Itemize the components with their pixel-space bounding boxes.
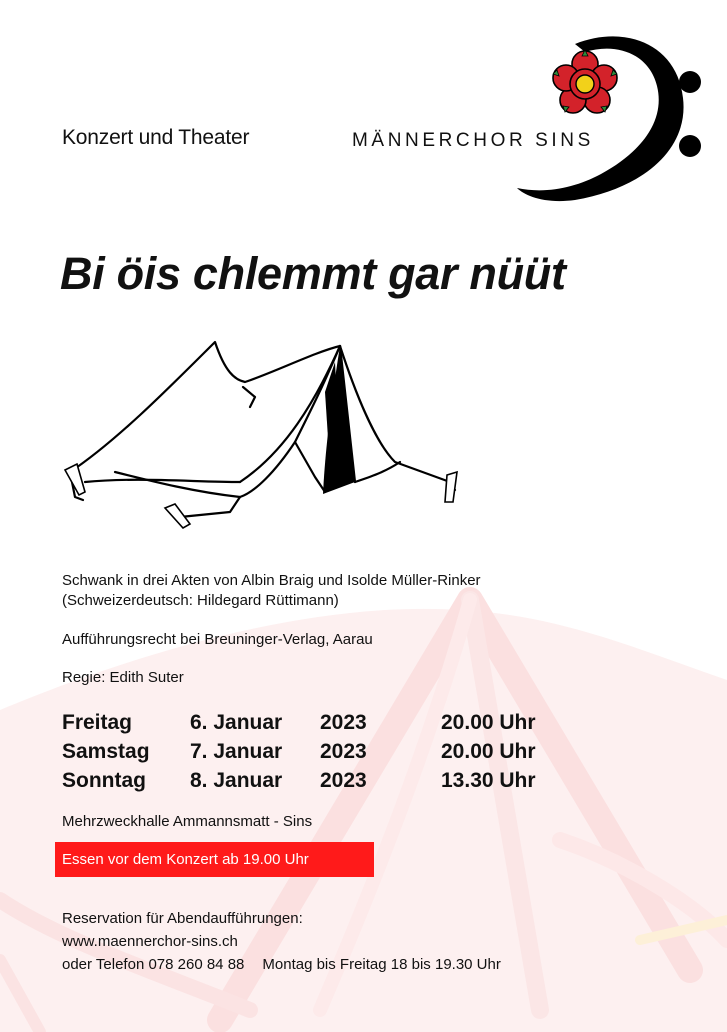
schedule-year: 2023 [320,769,367,792]
schedule-date: 8. Januar [190,769,283,792]
info-rights: Aufführungsrecht bei Breuninger-Verlag, Aarau [62,631,373,648]
reservation-hours: Montag bis Freitag 18 bis 19.30 Uhr [262,956,501,973]
schedule-date: 6. Januar [190,711,283,734]
schedule-year: 2023 [320,740,367,763]
schedule-day: Samstag [62,740,150,763]
schedule-time: 20.00 Uhr [441,711,536,734]
logo-text: MÄNNERCHOR SINS [352,130,594,151]
tent-illustration [55,332,475,532]
reservation-label: Reservation für Abendaufführungen: [62,910,303,927]
venue: Mehrzweckhalle Ammannsmatt - Sins [62,813,313,830]
schedule-day: Freitag [62,711,133,734]
schedule-time: 20.00 Uhr [441,740,536,763]
reservation-phone: oder Telefon 078 260 84 88 [62,956,245,973]
info-director: Regie: Edith Suter [62,669,184,686]
schedule-time: 13.30 Uhr [441,769,536,792]
dinner-banner [55,842,374,877]
schedule-day: Sonntag [62,769,146,792]
dinner-text: Essen vor dem Konzert ab 19.00 Uhr [62,851,309,868]
info-author: Schwank in drei Akten von Albin Braig und Isolde Müller-Rinker [62,572,481,589]
reservation-website: www.maennerchor-sins.ch [62,933,238,950]
schedule-year: 2023 [320,711,367,734]
info-translation: (Schweizerdeutsch: Hildegard Rüttimann) [62,592,339,609]
reservation-contact [62,956,501,973]
bass-clef-rose-logo [505,28,705,208]
page-title: Bi öis chlemmt gar nüüt [60,248,566,299]
schedule-date: 7. Januar [190,740,283,763]
subtitle: Konzert und Theater [62,126,250,149]
